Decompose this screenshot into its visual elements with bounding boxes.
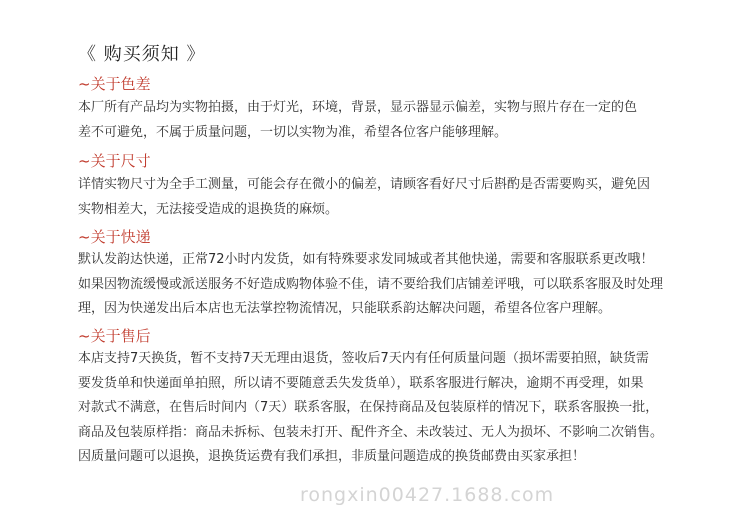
section-body-size bbox=[78, 173, 668, 222]
section-heading-after-sales: ~关于售后 bbox=[78, 327, 151, 345]
section-heading-size: ~关于尺寸 bbox=[78, 152, 151, 170]
section-body-after-sales bbox=[78, 347, 668, 470]
text-line: 差不可避免，不属于质量问题，一切以实物为准，希望各位客户能够理解。 bbox=[78, 124, 508, 140]
text-line: 理，因为快递发出后本店也无法掌控物流情况，只能联系韵达解决问题，希望各位客户理解。 bbox=[78, 301, 612, 316]
section-body-color bbox=[78, 96, 668, 145]
section-body-delivery bbox=[78, 248, 668, 322]
section-heading-color: ~关于色差 bbox=[78, 75, 151, 93]
text-line: 本店支持7天换货，暂不支持7天无理由退货，签收后7天内有任何质量问题（损坏需要拍照，缺货需 bbox=[78, 351, 649, 366]
section-heading-delivery: ~关于快递 bbox=[78, 228, 151, 246]
text-line: 对款式不满意，在售后时间内（7天）联系客服，在保持商品及包装原样的情况下，联系客服换一批， bbox=[78, 400, 659, 415]
text-line: 详情实物尺寸为全手工测量，可能会存在微小的偏差，请顾客看好尺寸后斟酌是否需要购买，避免因 bbox=[78, 177, 651, 192]
text-line: 本厂所有产品均为实物拍摄，由于灯光，环境，背景，显示器显示偏差，实物与照片存在一定的色 bbox=[78, 100, 638, 115]
text-line: 实物相差大，无法接受造成的退换货的麻烦。 bbox=[78, 201, 339, 217]
text-line: 默认发韵达快递，正常72小时内发货，如有特殊要求发同城或者其他快递，需要和客服联系更改哦！ bbox=[78, 252, 654, 267]
watermark: rongxin00427.1688.com bbox=[300, 484, 555, 506]
text-line: 要发货单和快递面单拍照，所以请不要随意丢失发货单），联系客服进行解决，逾期不再受理，如果 bbox=[78, 375, 644, 391]
page-title: 《 购买须知 》 bbox=[78, 44, 206, 65]
text-line: 商品及包装原样指：商品未拆标、包装未打开、配件齐全、未改装过、无人为损坏、不影响二次销售。 bbox=[78, 424, 664, 440]
text-line: 因质量问题可以退换，退换货运费有我们承担，非质量问题造成的换货邮费由买家承担！ bbox=[78, 449, 586, 464]
text-line: 如果因物流缓慢或派送服务不好造成购物体验不佳，请不要给我们店铺差评哦，可以联系客服及时处理 bbox=[78, 276, 664, 292]
